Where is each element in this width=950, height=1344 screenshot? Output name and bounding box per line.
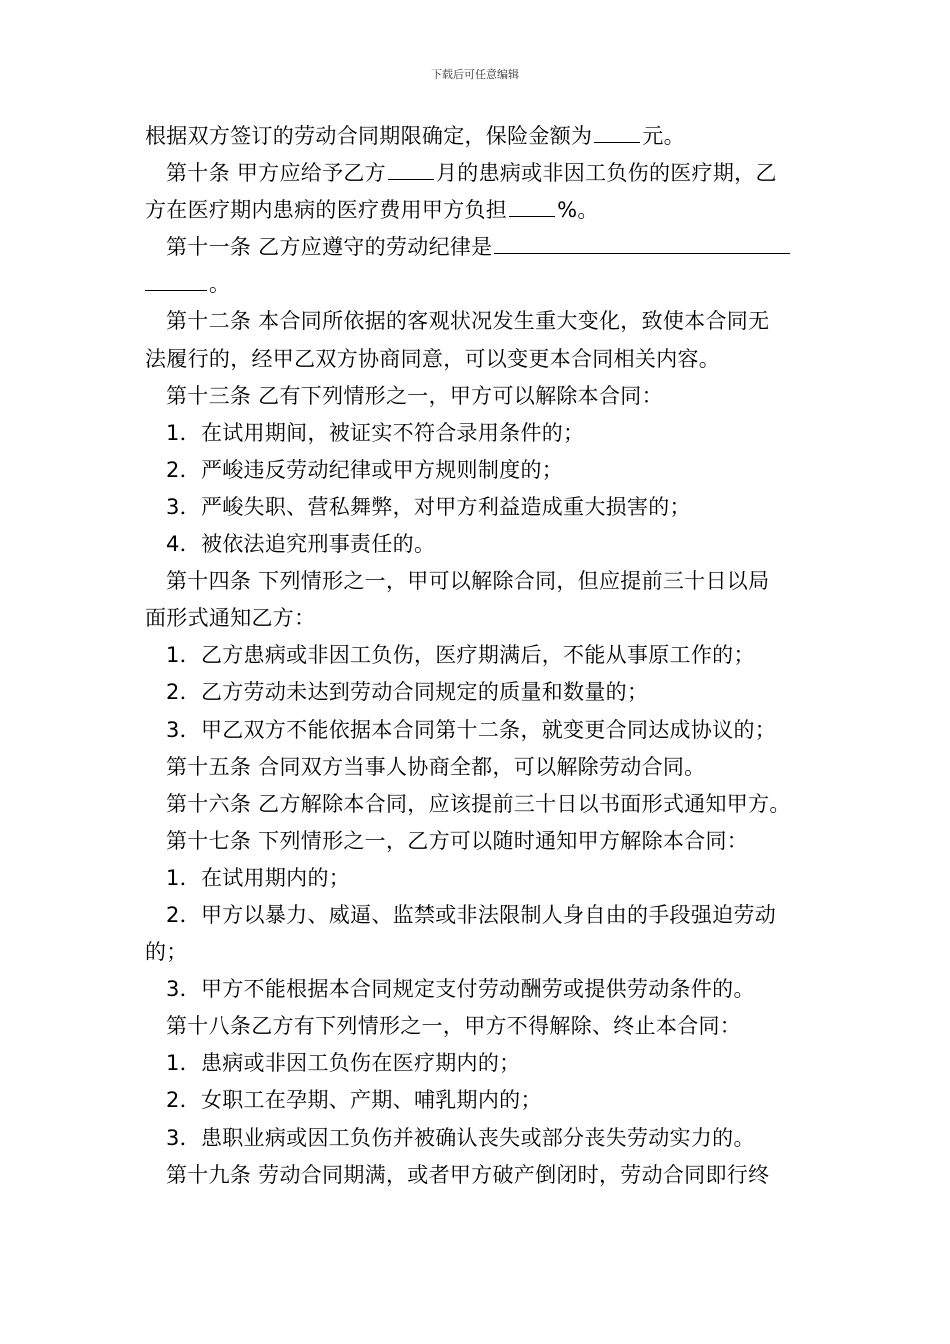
text-line: 的； xyxy=(145,940,188,965)
list-item: 3．严峻失职、营私舞弊，对甲方利益造成重大损害的； xyxy=(166,494,691,519)
list-item: 3．甲方不能根据本合同规定支付劳动酬劳或提供劳动条件的。 xyxy=(166,977,755,1002)
list-item: 2．甲方以暴力、威逼、监禁或非法限制人身自由的手段强迫劳动 xyxy=(166,902,777,927)
text-line: 第十二条 本合同所依据的客观状况发生重大变化，致使本合同无 xyxy=(166,309,770,334)
list-item: 1．在试用期间，被证实不符合录用条件的； xyxy=(166,420,585,445)
text-line: 第十一条 乙方应遵守的劳动纪律是 xyxy=(145,229,805,266)
text-line: 第十五条 合同双方当事人协商全都，可以解除劳动合同。 xyxy=(166,754,706,779)
fill-blank xyxy=(388,155,434,180)
page-header: 下载后可任意编辑 xyxy=(431,68,519,81)
list-item: 1．在试用期内的； xyxy=(166,865,351,890)
text-line: 第十四条 下列情形之一，甲可以解除合同，但应提前三十日以局 xyxy=(166,569,770,594)
list-item: 2．女职工在孕期、产期、哺乳期内的； xyxy=(166,1088,542,1113)
text-line: 第十八条乙方有下列情形之一，甲方不得解除、终止本合同： xyxy=(166,1014,742,1039)
text-line: 面形式通知乙方： xyxy=(145,606,316,631)
list-item: 1．患病或非因工负伤在医疗期内的； xyxy=(166,1051,521,1076)
text-line: 第十三条 乙有下列情形之一，甲方可以解除本合同： xyxy=(166,383,663,408)
list-item: 3．甲乙双方不能依据本合同第十二条，就变更合同达成协议的； xyxy=(166,717,777,742)
text-line: 法履行的，经甲乙双方协商同意，可以变更本合同相关内容。 xyxy=(145,346,721,371)
text-line: 第十七条 下列情形之一，乙方可以随时通知甲方解除本合同： xyxy=(166,828,749,853)
list-item: 2．乙方劳动未达到劳动合同规定的质量和数量的； xyxy=(166,680,649,705)
document-body xyxy=(145,118,805,1194)
text-line: 根据双方签订的劳动合同期限确定，保险金额为 元。 xyxy=(145,118,805,155)
list-item: 4．被依法追究刑事责任的。 xyxy=(166,532,436,557)
text-line: 第十六条 乙方解除本合同，应该提前三十日以书面形式通知甲方。 xyxy=(166,791,791,816)
text-line: 第十条 甲方应给予乙方 月的患病或非因工负伤的医疗期，乙 xyxy=(145,155,805,192)
list-item: 3．患职业病或因工负伤并被确认丧失或部分丧失劳动实力的。 xyxy=(166,1125,755,1150)
list-item: 1．乙方患病或非因工负伤，医疗期满后，不能从事原工作的； xyxy=(166,643,755,668)
text-line: 第十九条 劳动合同期满，或者甲方破产倒闭时，劳动合同即行终 xyxy=(166,1162,770,1187)
fill-blank xyxy=(594,118,640,143)
fill-blank xyxy=(145,266,207,291)
fill-blank xyxy=(494,229,790,254)
list-item: 2．严峻违反劳动纪律或甲方规则制度的； xyxy=(166,457,564,482)
text-line: 。 xyxy=(145,266,805,303)
text-line: 方在医疗期内患病的医疗费用甲方负担 %。 xyxy=(145,192,805,229)
fill-blank xyxy=(509,192,555,217)
